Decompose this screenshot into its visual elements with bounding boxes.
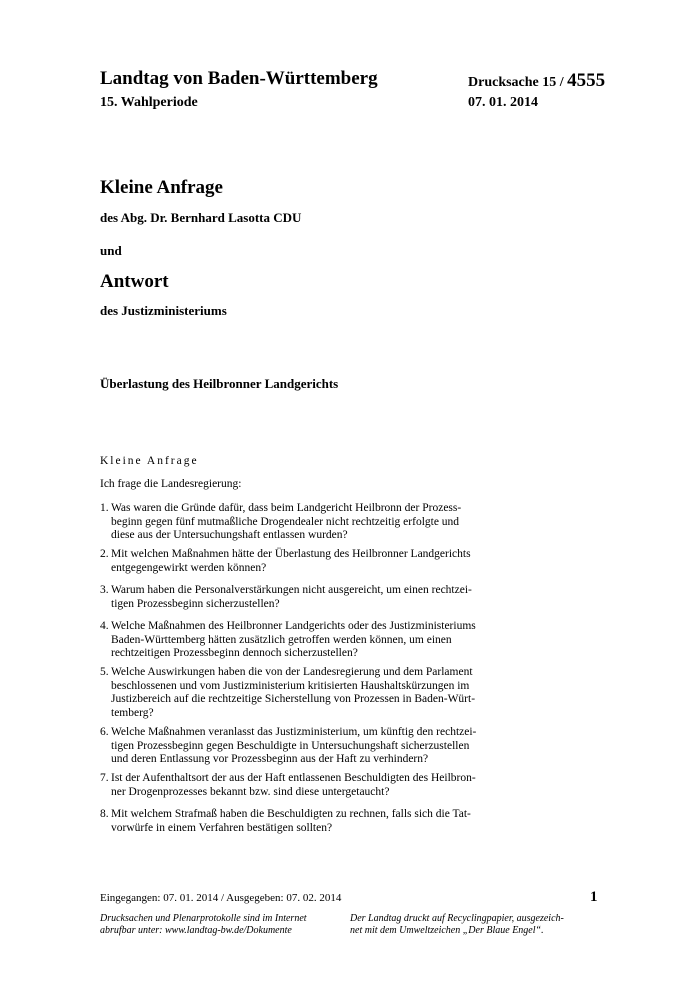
drucksache-prefix: Drucksache 15 / — [468, 75, 568, 90]
question-line: beginn gegen fünf mutmaßliche Drogendealer nicht rechtzeitig erfolgte und — [111, 515, 460, 528]
drucksache-number: 4555 — [567, 70, 606, 91]
question-line: Justizbereich auf die rechtzeitige Sicherstellung von Prozessen in Baden-Würt- — [111, 693, 476, 706]
subject-title: Überlastung des Heilbronner Landgerichts — [100, 376, 339, 391]
question-3 — [100, 584, 495, 611]
legislative-period: 15. Wahlperiode — [100, 95, 198, 110]
question-line: tigen Prozessbeginn gegen Beschuldigte in Untersuchungshaft sicherzustellen — [111, 739, 470, 752]
question-line: Welche Auswirkungen haben die von der Landesregierung und dem Parlament — [111, 666, 473, 678]
question-8 — [100, 808, 495, 835]
question-line: Mit welchen Maßnahmen hätte der Überlastung des Heilbronner Landgerichts — [111, 548, 471, 560]
question-line: Baden-Württemberg hätten zusätzlich getroffen werden können, um einen — [111, 633, 452, 646]
author-line: des Abg. Dr. Bernhard Lasotta CDU — [100, 210, 302, 225]
section-label: Kleine Anfrage — [100, 455, 199, 467]
internet-note-line: abrufbar unter: www.landtag-bw.de/Dokumente — [100, 925, 292, 936]
receipt-dates: Eingegangen: 07. 01. 2014 / Ausgegeben: 07. 02. 2014 — [100, 892, 342, 904]
question-line: rechtzeitigen Prozessbeginn dennoch sicherzustellen? — [111, 647, 358, 660]
question-line: ner Drogenprozesses bekannt bzw. sind diese untergetaucht? — [111, 785, 390, 798]
question-line: entgegengewirkt werden können? — [111, 561, 267, 574]
question-7 — [100, 772, 495, 799]
question-number: 2. — [100, 548, 109, 560]
antwort-heading: Antwort — [100, 271, 169, 292]
question-number: 5. — [100, 666, 109, 678]
question-number: 1. — [100, 502, 109, 514]
question-number: 7. — [100, 772, 109, 784]
question-1 — [100, 502, 495, 543]
parliament-name: Landtag von Baden-Württemberg — [100, 68, 378, 89]
question-line: temberg? — [111, 706, 154, 719]
question-line: Ist der Aufenthaltsort der aus der Haft entlassenen Beschuldigten des Heilbron- — [111, 772, 476, 784]
ministry-line: des Justizministeriums — [100, 303, 227, 318]
recycling-note — [350, 913, 564, 937]
question-line: Was waren die Gründe dafür, dass beim Landgericht Heilbronn der Prozess- — [111, 502, 462, 514]
drucksache-label — [468, 70, 605, 92]
internet-note — [100, 913, 307, 937]
question-number: 8. — [100, 808, 109, 820]
question-line: vorwürfe in einem Verfahren bestätigen sollten? — [111, 821, 333, 834]
page-number: 1 — [590, 889, 598, 905]
question-line: Welche Maßnahmen veranlasst das Justizministerium, um künftig den rechtzei- — [111, 726, 477, 738]
kleine-anfrage-heading: Kleine Anfrage — [100, 177, 223, 198]
recycling-note-line: net mit dem Umweltzeichen „Der Blaue Engel“. — [350, 925, 544, 936]
question-line: Warum haben die Personalverstärkungen nicht ausgereicht, um einen rechtzei- — [111, 584, 472, 596]
und-line: und — [100, 243, 122, 258]
question-number: 6. — [100, 726, 109, 738]
question-6 — [100, 726, 495, 767]
question-number: 4. — [100, 620, 109, 632]
document-date: 07. 01. 2014 — [468, 95, 538, 110]
question-number: 3. — [100, 584, 109, 596]
recycling-note-line: Der Landtag druckt auf Recyclingpapier, ausgezeich- — [350, 913, 564, 924]
question-line: und deren Entlassung vor Prozessbeginn aus der Haft zu verhindern? — [111, 753, 429, 766]
question-line: tigen Prozessbeginn sicherzustellen? — [111, 597, 280, 610]
question-4 — [100, 620, 495, 661]
intro-text: Ich frage die Landesregierung: — [100, 478, 242, 490]
question-5 — [100, 666, 495, 720]
internet-note-line: Drucksachen und Plenarprotokolle sind im Internet — [100, 913, 307, 924]
question-2 — [100, 548, 495, 575]
question-line: Mit welchem Strafmaß haben die Beschuldigten zu rechnen, falls sich die Tat- — [111, 808, 471, 820]
question-line: beschlossenen und vom Justizministerium kritisierten Haushaltskürzungen im — [111, 679, 470, 692]
question-line: Welche Maßnahmen des Heilbronner Landgerichts oder des Justizministeriums — [111, 620, 476, 632]
question-line: diese aus der Untersuchungshaft entlassen wurden? — [111, 529, 348, 542]
